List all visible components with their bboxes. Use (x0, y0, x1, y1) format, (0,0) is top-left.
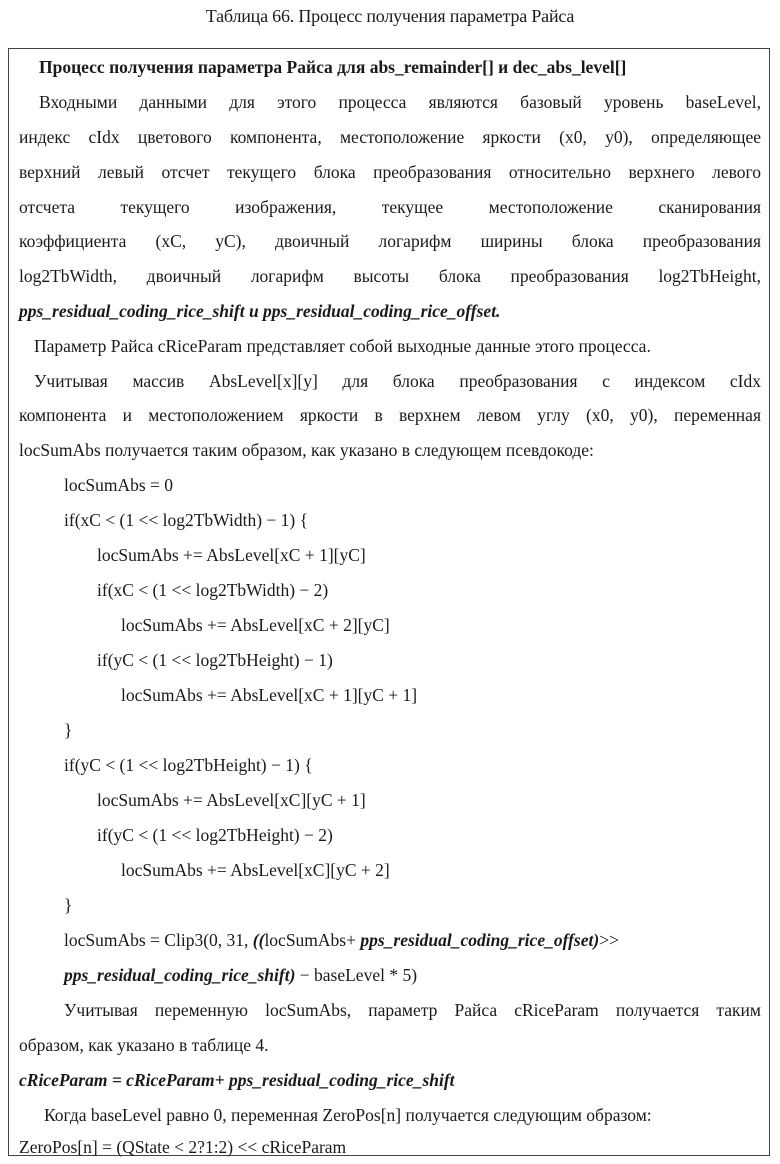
code-line: locSumAbs += AbsLevel[xC][yC + 1] (97, 790, 366, 810)
code-line: locSumAbs += AbsLevel[xC + 2][yC] (121, 615, 390, 635)
paragraph-inputs-line-2: индекс cIdx цветового компонента, местоположение яркости (x0, y0), определяющее (19, 127, 761, 147)
code-line: } (64, 720, 72, 740)
code-line: locSumAbs += AbsLevel[xC + 1][yC + 1] (121, 685, 417, 705)
paragraph-inputs-line-4: отсчета текущего изображения, текущее местоположение сканирования (19, 197, 761, 217)
paragraph-abslevel-line-1: Учитывая массив AbsLevel[x][y] для блока преобразования с индексом cIdx (19, 371, 761, 391)
clip-text: locSumAbs = Clip3(0, 31, (64, 930, 253, 950)
paragraph-inputs-line-1: Входными данными для этого процесса являются базовый уровень baseLevel, (19, 92, 761, 112)
zeropos-formula: ZeroPos[n] = (QState < 2?1:2) << cRiceParam (19, 1137, 346, 1157)
section-heading: Процесс получения параметра Райса для abs_remainder[] и dec_abs_level[] (39, 57, 626, 77)
code-line: if(xC < (1 << log2TbWidth) − 2) (97, 580, 328, 600)
table-caption: Таблица 66. Процесс получения параметра Райса (0, 6, 780, 27)
table-frame (8, 48, 770, 1156)
paragraph-inputs-line-3: верхний левый отсчет текущего блока преобразования относительно верхнего левого (19, 162, 761, 182)
clip-tail: − baseLevel * 5) (295, 965, 417, 985)
clip-shift-op: >> (599, 930, 619, 950)
paragraph-output: Параметр Райса cRiceParam представляет собой выходные данные этого процесса. (34, 336, 651, 356)
code-line: } (64, 895, 72, 915)
paragraph-abslevel-line-3: locSumAbs получается таким образом, как указано в следующем псевдокоде: (19, 440, 594, 460)
paragraph-inputs-line-6: log2TbWidth, двоичный логарифм высоты блока преобразования log2TbHeight, (19, 266, 761, 286)
clip-var: locSumAbs+ (264, 930, 360, 950)
code-line: if(yC < (1 << log2TbHeight) − 2) (97, 825, 333, 845)
paragraph-abslevel-line-2: компонента и местоположением яркости в верхнем левом углу (x0, y0), переменная (19, 405, 761, 425)
code-line: if(yC < (1 << log2TbHeight) − 1) (97, 650, 333, 670)
code-line-clip (64, 930, 619, 950)
paragraph-inputs-emphasis: pps_residual_coding_rice_shift и pps_residual_coding_rice_offset. (19, 301, 500, 321)
riceparam-formula: cRiceParam = cRiceParam+ pps_residual_coding_rice_shift (19, 1070, 455, 1090)
code-line: if(xC < (1 << log2TbWidth) − 1) { (64, 510, 308, 530)
code-line: if(yC < (1 << log2TbHeight) − 1) { (64, 755, 313, 775)
paragraph-riceparam-line-1: Учитывая переменную locSumAbs, параметр Райса cRiceParam получается таким (19, 1000, 761, 1020)
paragraph-inputs-line-5: коэффициента (xC, yC), двоичный логарифм ширины блока преобразования (19, 231, 761, 251)
paragraph-zeropos: Когда baseLevel равно 0, переменная ZeroPos[n] получается следующим образом: (44, 1105, 652, 1125)
code-line-clip-cont (64, 965, 417, 985)
paragraph-riceparam-line-2: образом, как указано в таблице 4. (19, 1035, 269, 1055)
code-line: locSumAbs += AbsLevel[xC + 1][yC] (97, 545, 366, 565)
code-line: locSumAbs = 0 (64, 475, 173, 495)
code-line: locSumAbs += AbsLevel[xC][yC + 2] (121, 860, 390, 880)
clip-paren: (( (253, 930, 265, 950)
clip-offset: pps_residual_coding_rice_offset) (360, 930, 599, 950)
clip-shift: pps_residual_coding_rice_shift) (64, 965, 295, 985)
